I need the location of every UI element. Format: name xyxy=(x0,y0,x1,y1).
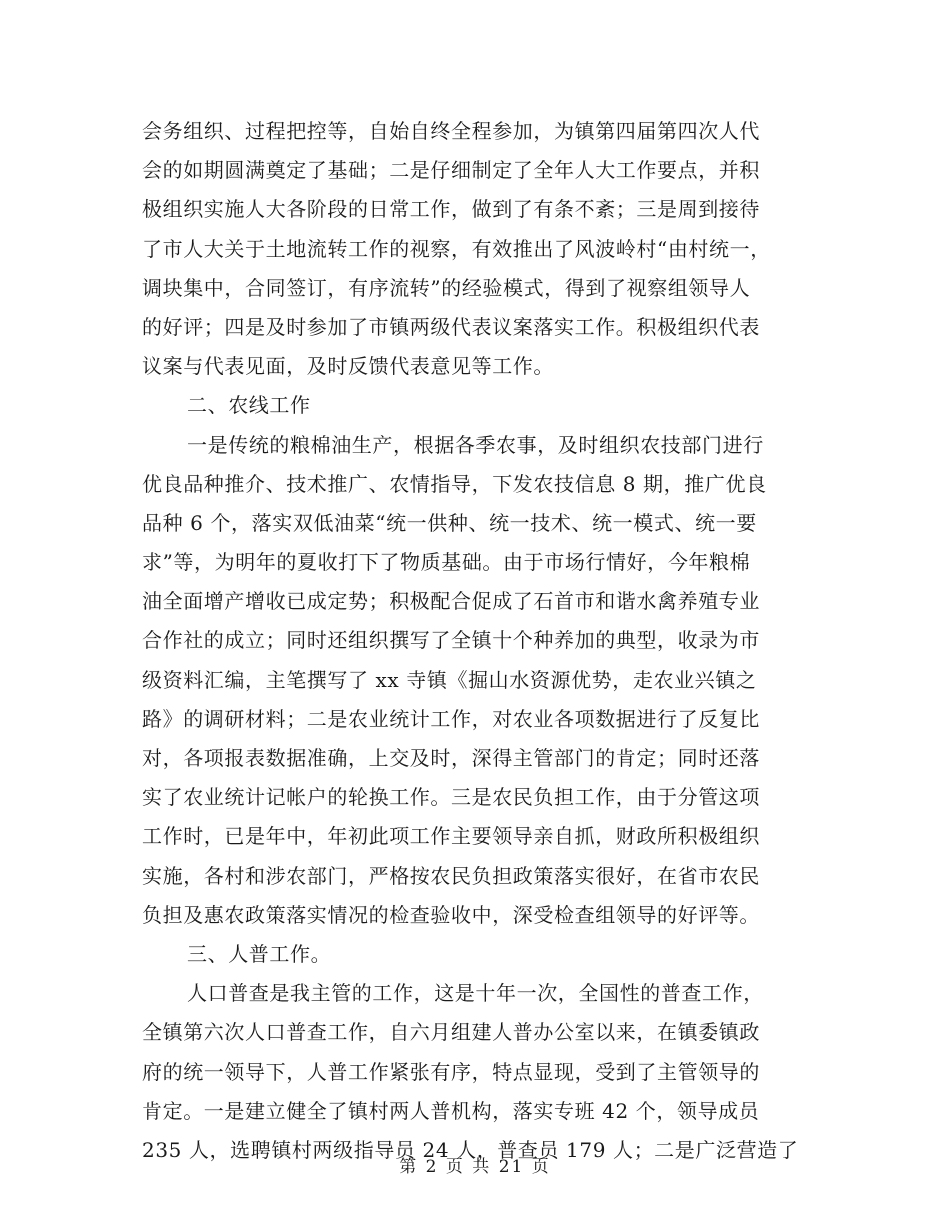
text-line: 全镇第六次人口普查工作，自六月组建人普办公室以来，在镇委镇政 xyxy=(142,1020,760,1045)
text-line: 工作时，已是年中，年初此项工作主要领导亲自抓，财政所积极组织 xyxy=(142,824,760,849)
text-line: 调块集中，合同签订，有序流转”的经验模式，得到了视察组领导人 xyxy=(142,275,751,300)
text-line: 路》的调研材料；二是农业统计工作，对农业各项数据进行了反复比 xyxy=(142,706,760,731)
text-line: 实了农业统计记帐户的轮换工作。三是农民负担工作，由于分管这项 xyxy=(142,785,760,810)
text-line: 的好评；四是及时参加了市镇两级代表议案落实工作。积极组织代表 xyxy=(142,314,760,339)
text-line: 品种 6 个，落实双低油菜“统一供种、统一技术、统一模式、统一要 xyxy=(142,510,757,535)
text-line: 了市人大关于土地流转工作的视察，有效推出了风波岭村“由村统一， xyxy=(142,236,771,261)
document-body xyxy=(142,112,802,1170)
text-line: 级资料汇编，主笔撰写了 xx 寺镇《掘山水资源优势，走农业兴镇之 xyxy=(142,667,757,692)
text-line: 会的如期圆满奠定了基础；二是仔细制定了全年人大工作要点，并积 xyxy=(142,158,760,183)
text-line: 府的统一领导下，人普工作紧张有序，特点显现，受到了主管领导的 xyxy=(142,1059,760,1084)
text-line: 油全面增产增收已成定势；积极配合促成了石首市和谐水禽养殖专业 xyxy=(142,589,760,614)
text-line: 肯定。一是建立健全了镇村两人普机构，落实专班 42 个，领导成员 xyxy=(142,1098,760,1123)
text-line: 实施，各村和涉农部门，严格按农民负担政策落实很好，在省市农民 xyxy=(142,863,760,888)
text-line: 一是传统的粮棉油生产，根据各季农事，及时组织农技部门进行 xyxy=(187,432,764,457)
page-footer: 第 2 页 共 21 页 xyxy=(399,1157,551,1177)
text-line: 求”等，为明年的夏收打下了物质基础。由于市场行情好，今年粮棉 xyxy=(142,550,751,575)
text-line: 合作社的成立；同时还组织撰写了全镇十个种养加的典型，收录为市 xyxy=(142,628,760,653)
text-line: 会务组织、过程把控等，自始自终全程参加，为镇第四届第四次人代 xyxy=(142,119,760,143)
text-line: 二、农线工作 xyxy=(187,393,311,418)
text-line: 人口普查是我主管的工作，这是十年一次，全国性的普查工作， xyxy=(187,981,764,1006)
text-line: 优良品种推介、技术推广、农情指导，下发农技信息 8 期，推广优良 xyxy=(142,471,767,496)
text-line: 对，各项报表数据准确，上交及时，深得主管部门的肯定；同时还落 xyxy=(142,746,760,770)
text-line: 议案与代表见面，及时反馈代表意见等工作。 xyxy=(142,354,554,379)
text-line: 极组织实施人大各阶段的日常工作，做到了有条不紊；三是周到接待 xyxy=(142,197,760,222)
text-line: 235 人，选聘镇村两级指导员 24 人，普查员 179 人；二是广泛营造了 xyxy=(142,1137,799,1162)
text-line: 负担及惠农政策落实情况的检查验收中，深受检查组领导的好评等。 xyxy=(142,902,760,927)
text-line: 三、人普工作。 xyxy=(187,941,332,966)
